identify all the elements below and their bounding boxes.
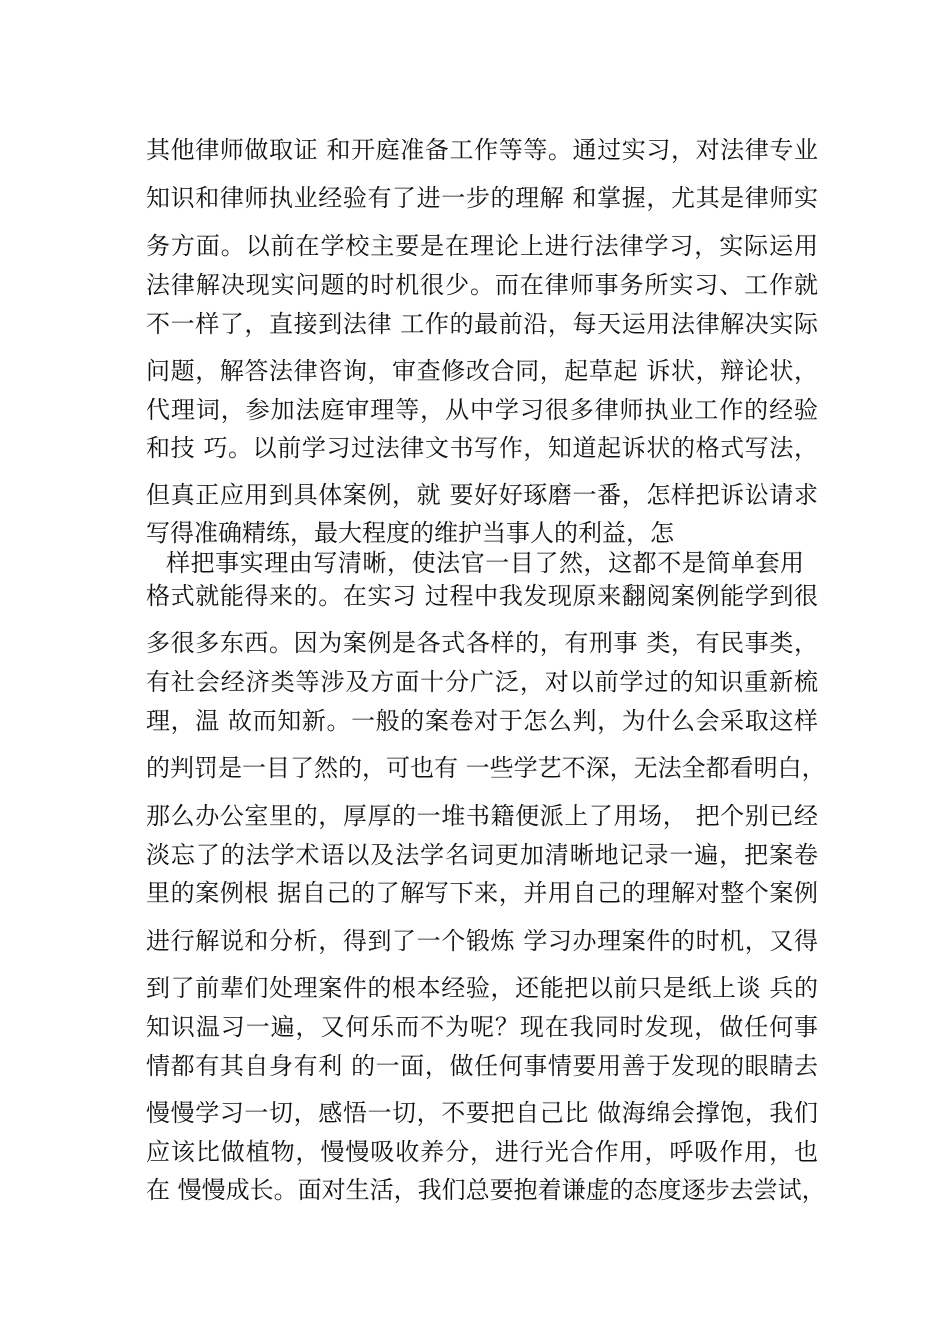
text-line: 到了前辈们处理案件的根本经验，还能把以前只是纸上谈 兵的	[146, 974, 818, 1002]
text-line: 样把事实理由写清晰，使法官一目了然，这都不是简单套用	[166, 549, 804, 577]
text-line: 多很多东西。因为案例是各式各样的，有刑事 类，有民事类，	[146, 629, 818, 657]
text-line: 不一样了，直接到法律 工作的最前沿，每天运用法律解决实际	[146, 310, 818, 338]
text-line: 的判罚是一目了然的，可也有 一些学艺不深，无法全都看明白，	[146, 754, 826, 782]
text-line: 慢慢学习一切，感悟一切，不要把自己比 做海绵会撑饱，我们	[146, 1099, 818, 1127]
text-line: 淡忘了的法学术语以及法学名词更加清晰地记录一遍，把案卷	[146, 841, 818, 869]
text-line: 务方面。以前在学校主要是在理论上进行法律学习，实际运用	[146, 232, 818, 260]
text-line: 代理词，参加法庭审理等，从中学习很多律师执业工作的经验	[146, 396, 818, 424]
text-line: 其他律师做取证 和开庭准备工作等等。通过实习，对法律专业	[146, 136, 818, 164]
text-line: 里的案例根 据自己的了解写下来，并用自己的理解对整个案例	[146, 879, 818, 907]
text-line: 写得准确精练，最大程度的维护当事人的利益，怎	[146, 519, 674, 547]
text-line: 知识和律师执业经验有了进一步的理解 和掌握，尤其是律师实	[146, 184, 818, 212]
text-line: 但真正应用到具体案例，就 要好好琢磨一番，怎样把诉讼请求	[146, 481, 818, 509]
text-line: 进行解说和分析，得到了一个锻炼 学习办理案件的时机，又得	[146, 927, 818, 955]
text-line: 有社会经济类等涉及方面十分广泛，对以前学过的知识重新梳	[146, 668, 818, 696]
text-line: 格式就能得来的。在实习 过程中我发现原来翻阅案例能学到很	[146, 582, 818, 610]
text-line: 问题，解答法律咨询，审查修改合同，起草起 诉状，辩论状，	[146, 357, 818, 385]
text-line: 和技 巧。以前学习过法律文书写作，知道起诉状的格式写法，	[146, 434, 818, 462]
text-line: 法律解决现实问题的时机很少。而在律师事务所实习、工作就	[146, 271, 818, 299]
text-line: 那么办公室里的，厚厚的一堆书籍便派上了用场， 把个别已经	[146, 802, 818, 830]
text-line: 理，温 故而知新。一般的案卷对于怎么判，为什么会采取这样	[146, 707, 818, 735]
text-line: 在 慢慢成长。面对生活，我们总要抱着谦虚的态度逐步去尝试，	[146, 1176, 826, 1204]
text-line: 情都有其自身有利 的一面，做任何事情要用善于发现的眼睛去	[146, 1052, 818, 1080]
text-line: 知识温习一遍，又何乐而不为呢？现在我同时发现，做任何事	[146, 1013, 818, 1041]
text-line: 应该比做植物，慢慢吸收养分，进行光合作用，呼吸作用，也	[146, 1138, 818, 1166]
